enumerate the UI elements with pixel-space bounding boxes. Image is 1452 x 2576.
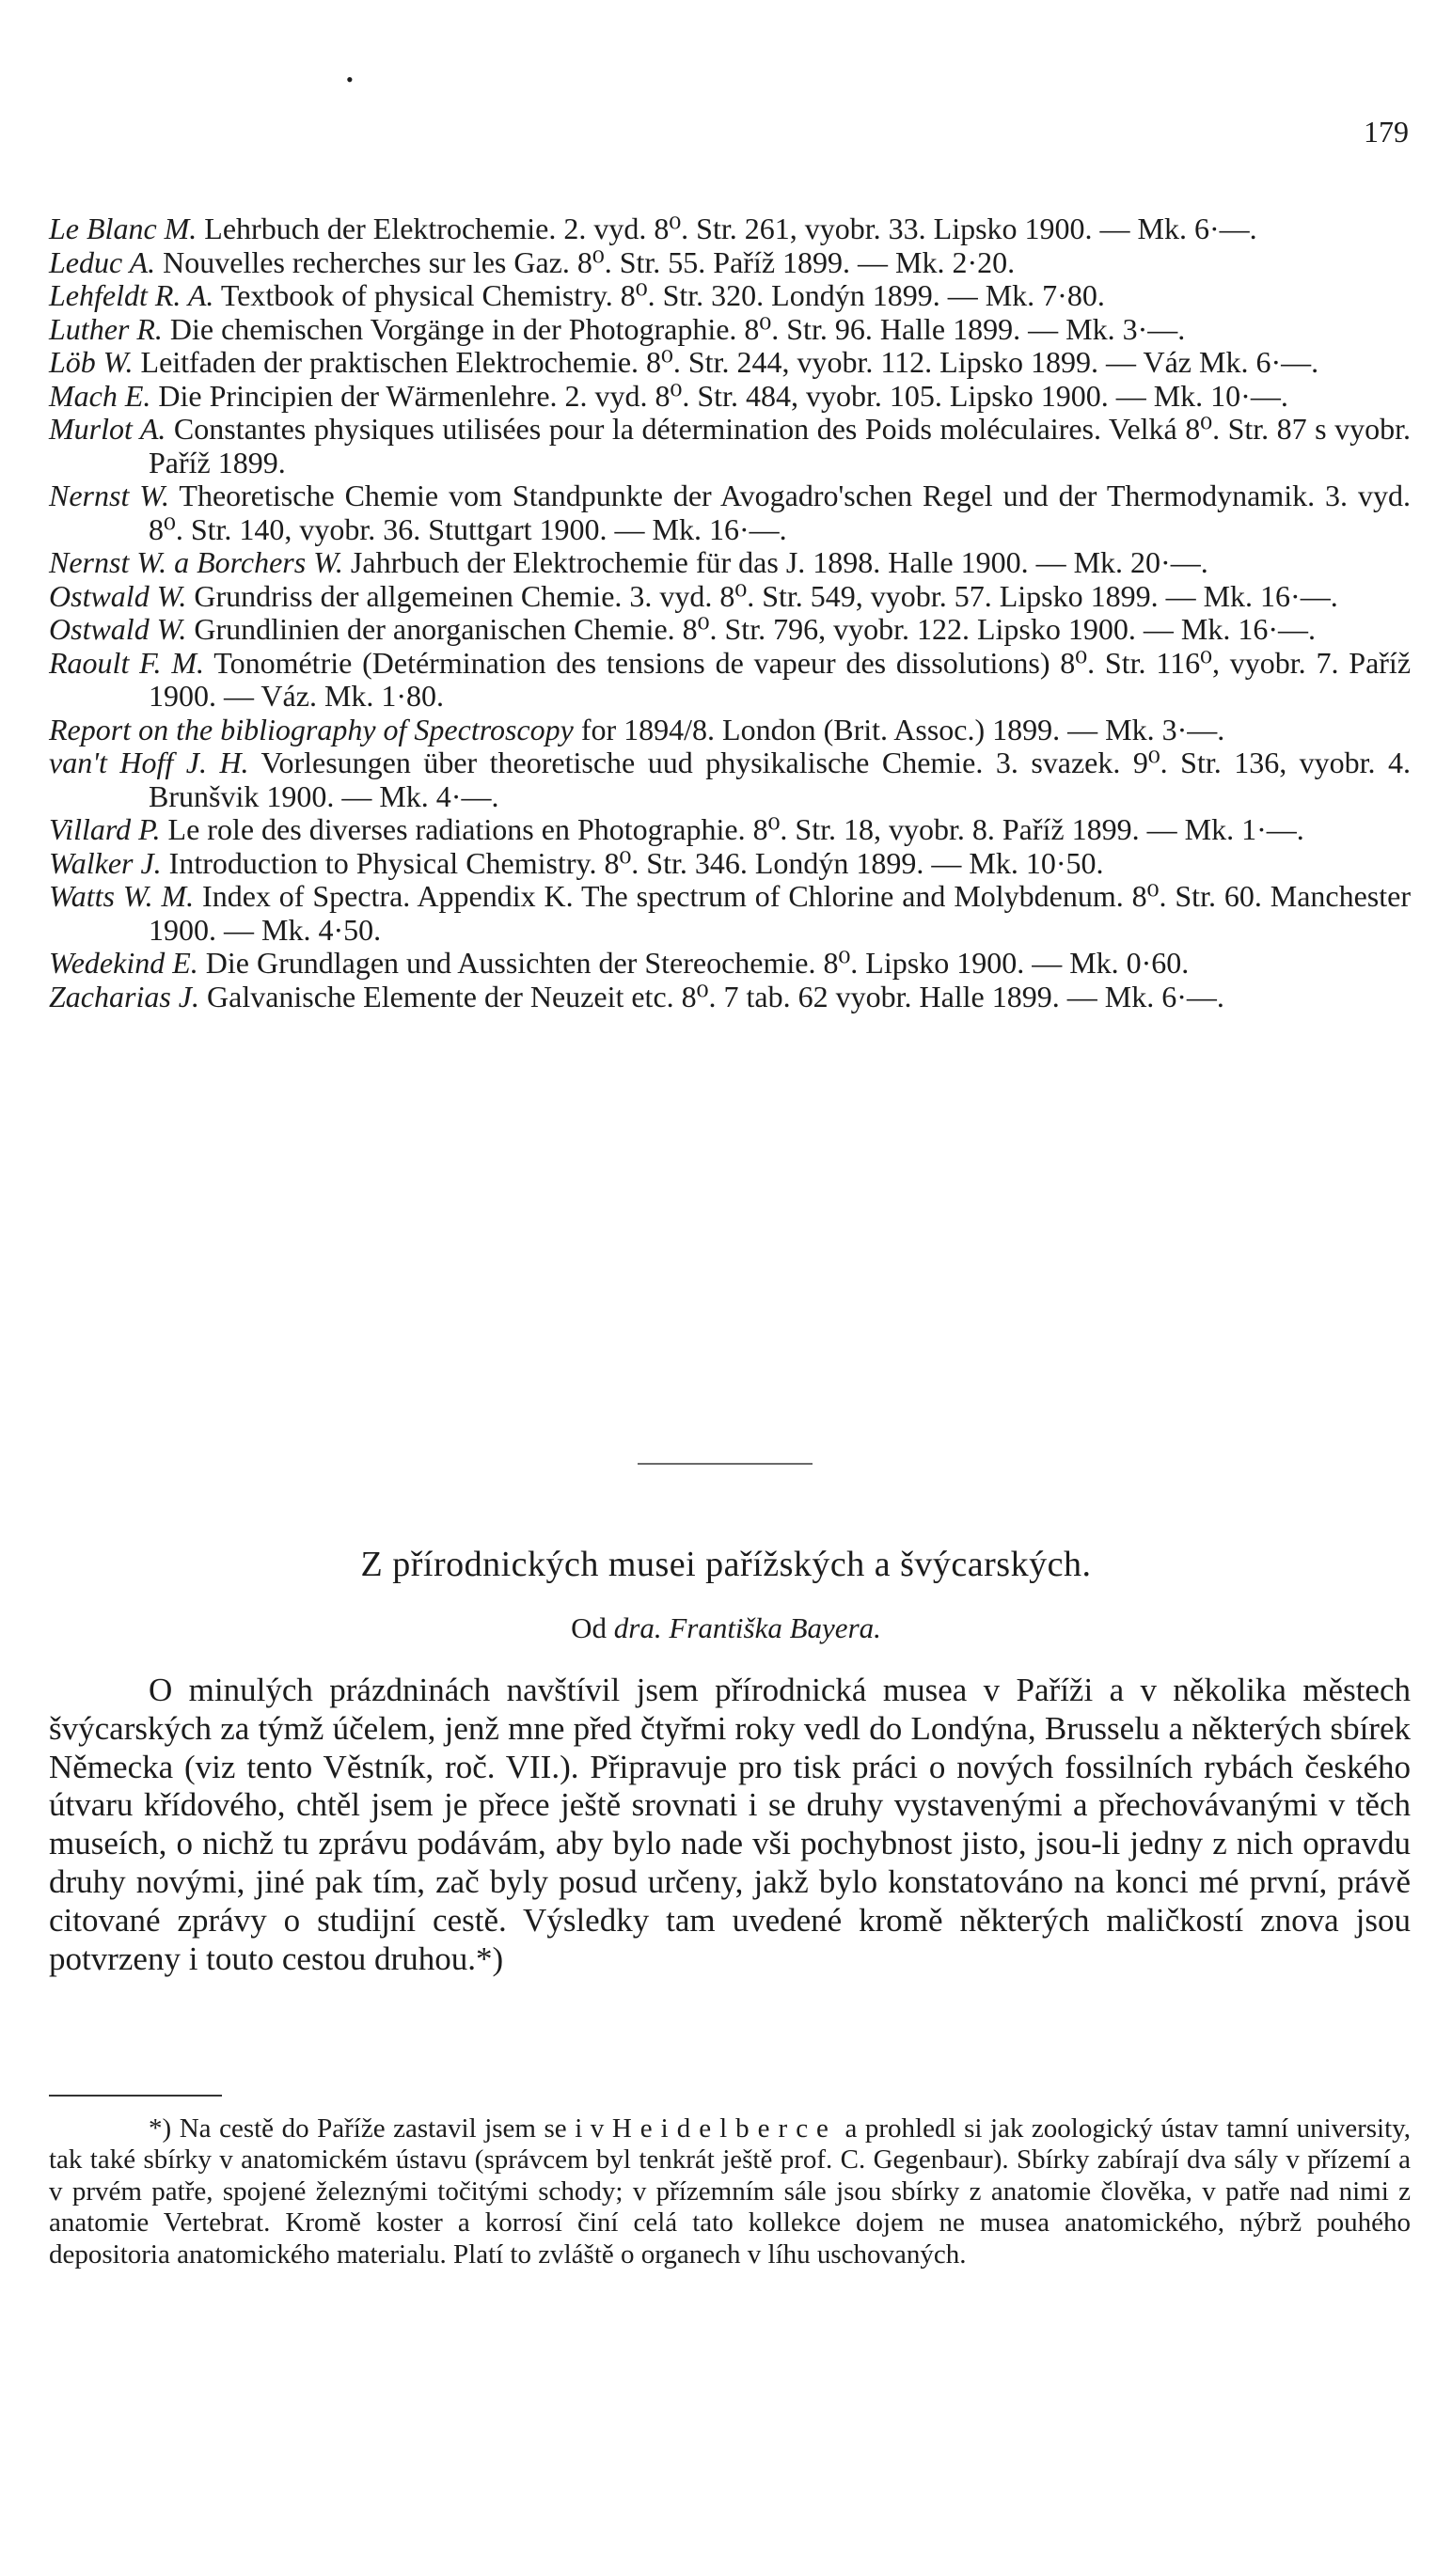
entry-text: for 1894/8. London (Brit. Assoc.) 1899. — Mk. 3·—. [580, 712, 1225, 746]
article-title: Z přírodnických musei pařížských a švýcarských. [360, 1545, 1092, 1584]
byline [0, 1611, 1452, 1645]
entry-text: Galvanische Elemente der Neuzeit etc. 8⁰. 7 tab. 62 vyobr. Halle 1899. — Mk. 6·—. [207, 979, 1224, 1013]
entry-text: Tonométrie (Detérmination des tensions de vapeur des dissolutions) 8⁰. Str. 116⁰, vyobr. 7. Paříž 1900. — Váz. Mk. 1·80. [149, 645, 1412, 713]
entry-author: Murlot A. [49, 412, 166, 446]
entry-text: Leitfaden der praktischen Elektrochemie. 8⁰. Str. 244, vyobr. 112. Lipsko 1899. — Váz Mk. 6·—. [140, 345, 1319, 379]
bibliography-entry [49, 546, 1411, 580]
bibliography-entry [49, 313, 1411, 347]
bibliography-entry [49, 246, 1411, 280]
entry-author: Raoult F. M. [49, 645, 205, 680]
entry-text: Le role des diverses radiations en Photographie. 8⁰. Str. 18, vyobr. 8. Paříž 1899. — Mk. 1·—. [167, 812, 1304, 846]
entry-text: Nouvelles recherches sur les Gaz. 8⁰. Str. 55. Paříž 1899. — Mk. 2·20. [163, 244, 1016, 279]
entry-author: Löb W. [49, 345, 134, 379]
entry-author: Leduc A. [49, 244, 156, 279]
footnote-rule [49, 2095, 222, 2097]
entry-author: Le Blanc M. [49, 212, 197, 245]
footnote [49, 2113, 1411, 2270]
entry-author: Wedekind E. [49, 946, 198, 980]
bibliography-entry [49, 947, 1411, 981]
entry-author: Walker J. [49, 845, 162, 880]
entry-text: Grundlinien der anorganischen Chemie. 8⁰. Str. 796, vyobr. 122. Lipsko 1900. — Mk. 16·—. [194, 612, 1316, 646]
entry-author: Lehfeldt R. A. [49, 278, 214, 312]
entry-text: Grundriss der allgemeinen Chemie. 3. vyd. 8⁰. Str. 549, vyobr. 57. Lipsko 1899. — Mk. 16·—. [194, 578, 1338, 613]
bibliography-entry [49, 647, 1411, 714]
article-body: O minulých prázdninách navštívil jsem přírodnická musea v Paříži a v několika městech švýcarských za týmž účelem, jenž mne před čtyřmi roky vedl do Londýna, Brusselu a některých sbírek Německa (viz tento Věstník, roč. VII.). Připravuje pro tisk práci o nových fossilních rybách českého útvaru křídového, chtěl jsem je přece ještě srovnati i se druhy vystavenými a přechovávanými v těch museích, o nichž tu zprávu podávám, aby bylo nade vši pochybnost jisto, jsou-li jedny z nich opravdu druhy novými, jiné pak tím, zač byly posud určeny, jakž bylo konstatováno na konci mé první, právě citované zprávy o studijní cestě. Výsledky tam uvedené kromě některých maličkostí znova jsou potvrzeny i touto cestou druhou.*) [49, 1672, 1411, 1977]
bibliography-entry [49, 746, 1411, 813]
entry-text: Vorlesungen über theoretische uud physikalische Chemie. 3. svazek. 9⁰. Str. 136, vyobr. 4. Brunšvik 1900. — Mk. 4·—. [149, 746, 1412, 813]
bibliography-entry [49, 613, 1411, 647]
bibliography-entry [49, 981, 1411, 1014]
bibliography-entry [49, 813, 1411, 847]
entry-text: Textbook of physical Chemistry. 8⁰. Str. 320. Londýn 1899. — Mk. 7·80. [220, 278, 1105, 312]
bibliography-entry [49, 380, 1411, 414]
entry-author: Mach E. [49, 378, 151, 413]
page-mark: • [346, 68, 354, 91]
entry-author: Nernst W. a Borchers W. [49, 545, 343, 579]
footnote-text-after: a prohledl si jak zoologický ústav tamní university, tak také sbírky v anatomickém ústavu (správcem byl tenkrát ještě prof. C. Gegenbaur). Sbírky zabírají dva sály v přízemí a v prvém patře, spojené železnými točitými schody; v přízemním sále jsou sbírky z anatomie člověka, v patře nad nimi z anatomie Vertebrat. Kromě koster a korrosí činí celá tato kollekce dojem ne musea anatomického, nýbrž pouhého depositoria anatomického materialu. Platí to zvláště o organech v líhu uschovaných. [49, 2113, 1412, 2270]
entry-text: Die Principien der Wärmenlehre. 2. vyd. 8⁰. Str. 484, vyobr. 105. Lipsko 1900. — Mk. 10·—. [158, 378, 1288, 413]
section-separator [638, 1463, 813, 1465]
entry-author: Nernst W. [49, 479, 170, 512]
entry-text: Die Grundlagen und Aussichten der Stereochemie. 8⁰. Lipsko 1900. — Mk. 0·60. [205, 946, 1190, 980]
entry-author: van't Hoff J. H. [49, 746, 249, 779]
bibliography-entry [49, 580, 1411, 614]
footnote-spaced-word: Heidelberce [611, 2113, 837, 2144]
entry-author: Zacharias J. [49, 979, 199, 1013]
entry-text: Lehrbuch der Elektrochemie. 2. vyd. 8⁰. Str. 261, vyobr. 33. Lipsko 1900. — Mk. 6·—. [204, 212, 1257, 245]
entry-text: Index of Spectra. Appendix K. The spectrum of Chlorine and Molybdenum. 8⁰. Str. 60. Manchester 1900. — Mk. 4·50. [149, 879, 1412, 947]
entry-author: Report on the bibliography of Spectroscopy [49, 712, 574, 746]
entry-text: Introduction to Physical Chemistry. 8⁰. Str. 346. Londýn 1899. — Mk. 10·50. [168, 845, 1104, 880]
entry-text: Theoretische Chemie vom Standpunkte der Avogadro'schen Regel und der Thermodynamik. 3. vyd. 8⁰. Str. 140, vyobr. 36. Stuttgart 1900. — Mk. 16·—. [149, 479, 1412, 546]
entry-author: Ostwald W. [49, 612, 187, 646]
bibliography-entry [49, 479, 1411, 546]
footnote-marker: *) [149, 2113, 172, 2144]
entry-author: Luther R. [49, 311, 163, 346]
entry-text: Constantes physiques utilisées pour la détermination des Poids moléculaires. Velká 8⁰. Str. 87 s vyobr. Paříž 1899. [149, 412, 1412, 479]
entry-text: Die chemischen Vorgänge in der Photographie. 8⁰. Str. 96. Halle 1899. — Mk. 3·—. [169, 311, 1186, 346]
bibliography-entry [49, 880, 1411, 947]
bibliography-entry [49, 346, 1411, 380]
entry-author: Ostwald W. [49, 578, 187, 613]
entry-author: Watts W. M. [49, 879, 195, 913]
byline-author: dra. Františka Bayera. [613, 1611, 881, 1644]
bibliography-entry [49, 847, 1411, 881]
bibliography-list [49, 212, 1411, 1013]
bibliography-entry [49, 212, 1411, 246]
byline-prefix: Od [571, 1611, 607, 1644]
bibliography-entry [49, 714, 1411, 747]
entry-author: Villard P. [49, 812, 161, 846]
footnote-text-before: Na cestě do Paříže zastavil jsem se i v [179, 2113, 605, 2144]
bibliography-entry [49, 413, 1411, 479]
entry-text: Jahrbuch der Elektrochemie für das J. 1898. Halle 1900. — Mk. 20·—. [350, 545, 1208, 579]
page-number: 179 [1364, 115, 1409, 149]
bibliography-entry [49, 279, 1411, 313]
